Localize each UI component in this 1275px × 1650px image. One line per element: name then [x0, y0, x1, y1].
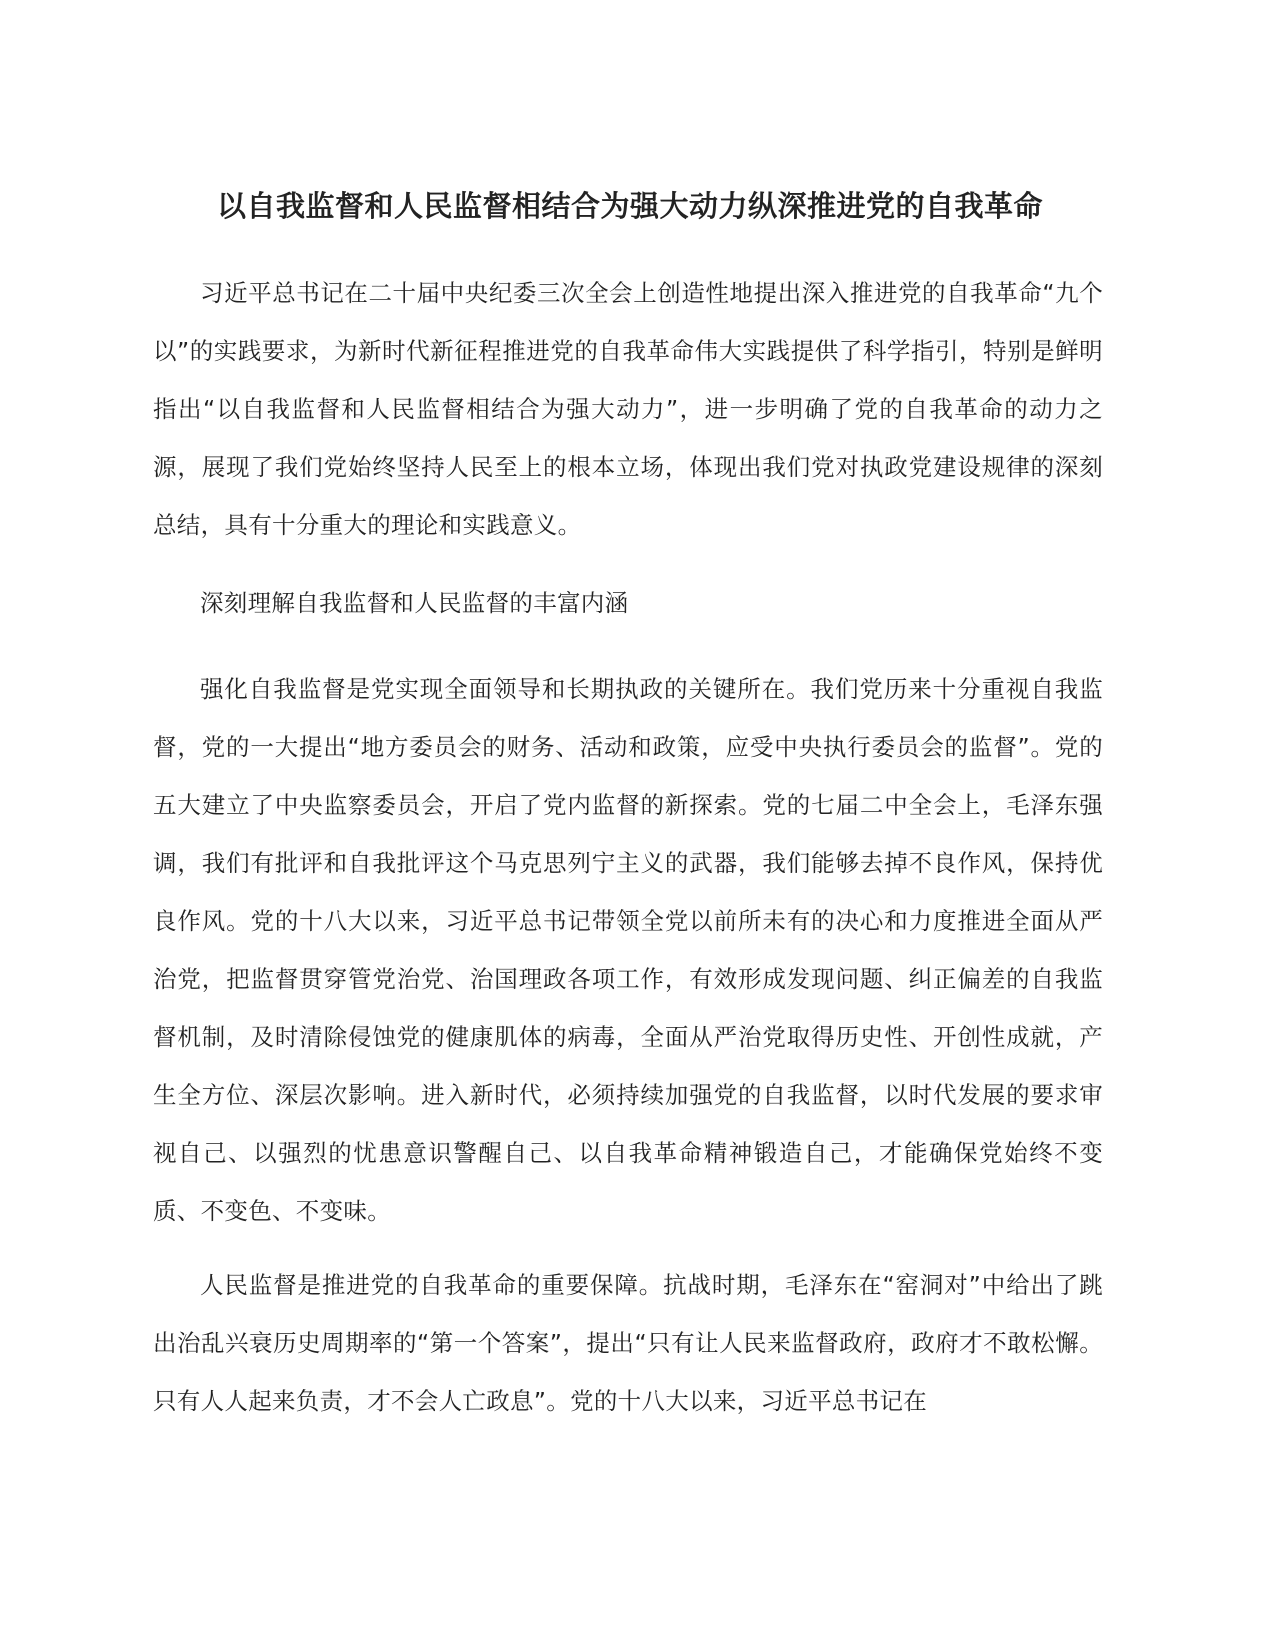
- document-title: 以自我监督和人民监督相结合为强大动力纵深推进党的自我革命: [216, 189, 1043, 223]
- paragraph-people-supervision: 人民监督是推进党的自我革命的重要保障。抗战时期，毛泽东在“窑洞对”中给出了跳出治乱兴衰历史周期率的“第一个答案”，提出“只有让人民来监督政府，政府才不敢松懈。只有人人起来负责，才不会人亡政息”。党的十八大以来，习近平总书记在: [153, 1271, 1103, 1415]
- paragraph-self-supervision: 强化自我监督是党实现全面领导和长期执政的关键所在。我们党历来十分重视自我监督，党的一大提出“地方委员会的财务、活动和政策，应受中央执行委员会的监督”。党的五大建立了中央监察委员会，开启了党内监督的新探索。党的七届二中全会上，毛泽东强调，我们有批评和自我批评这个马克思列宁主义的武器，我们能够去掉不良作风，保持优良作风。党的十八大以来，习近平总书记带领全党以前所未有的决心和力度推进全面从严治党，把监督贯穿管党治党、治国理政各项工作，有效形成发现问题、纠正偏差的自我监督机制，及时清除侵蚀党的健康肌体的病毒，全面从严治党取得历史性、开创性成就，产生全方位、深层次影响。进入新时代，必须持续加强党的自我监督，以时代发展的要求审视自己、以强烈的忧患意识警醒自己、以自我革命精神锻造自己，才能确保党始终不变质、不变色、不变味。: [153, 675, 1103, 1225]
- section-heading: 深刻理解自我监督和人民监督的丰富内涵: [200, 589, 629, 617]
- paragraph-intro: 习近平总书记在二十届中央纪委三次全会上创造性地提出深入推进党的自我革命“九个以”的实践要求，为新时代新征程推进党的自我革命伟大实践提供了科学指引，特别是鲜明指出“以自我监督和人民监督相结合为强大动力”，进一步明确了党的自我革命的动力之源，展现了我们党始终坚持人民至上的根本立场，体现出我们党对执政党建设规律的深刻总结，具有十分重大的理论和实践意义。: [153, 279, 1103, 539]
